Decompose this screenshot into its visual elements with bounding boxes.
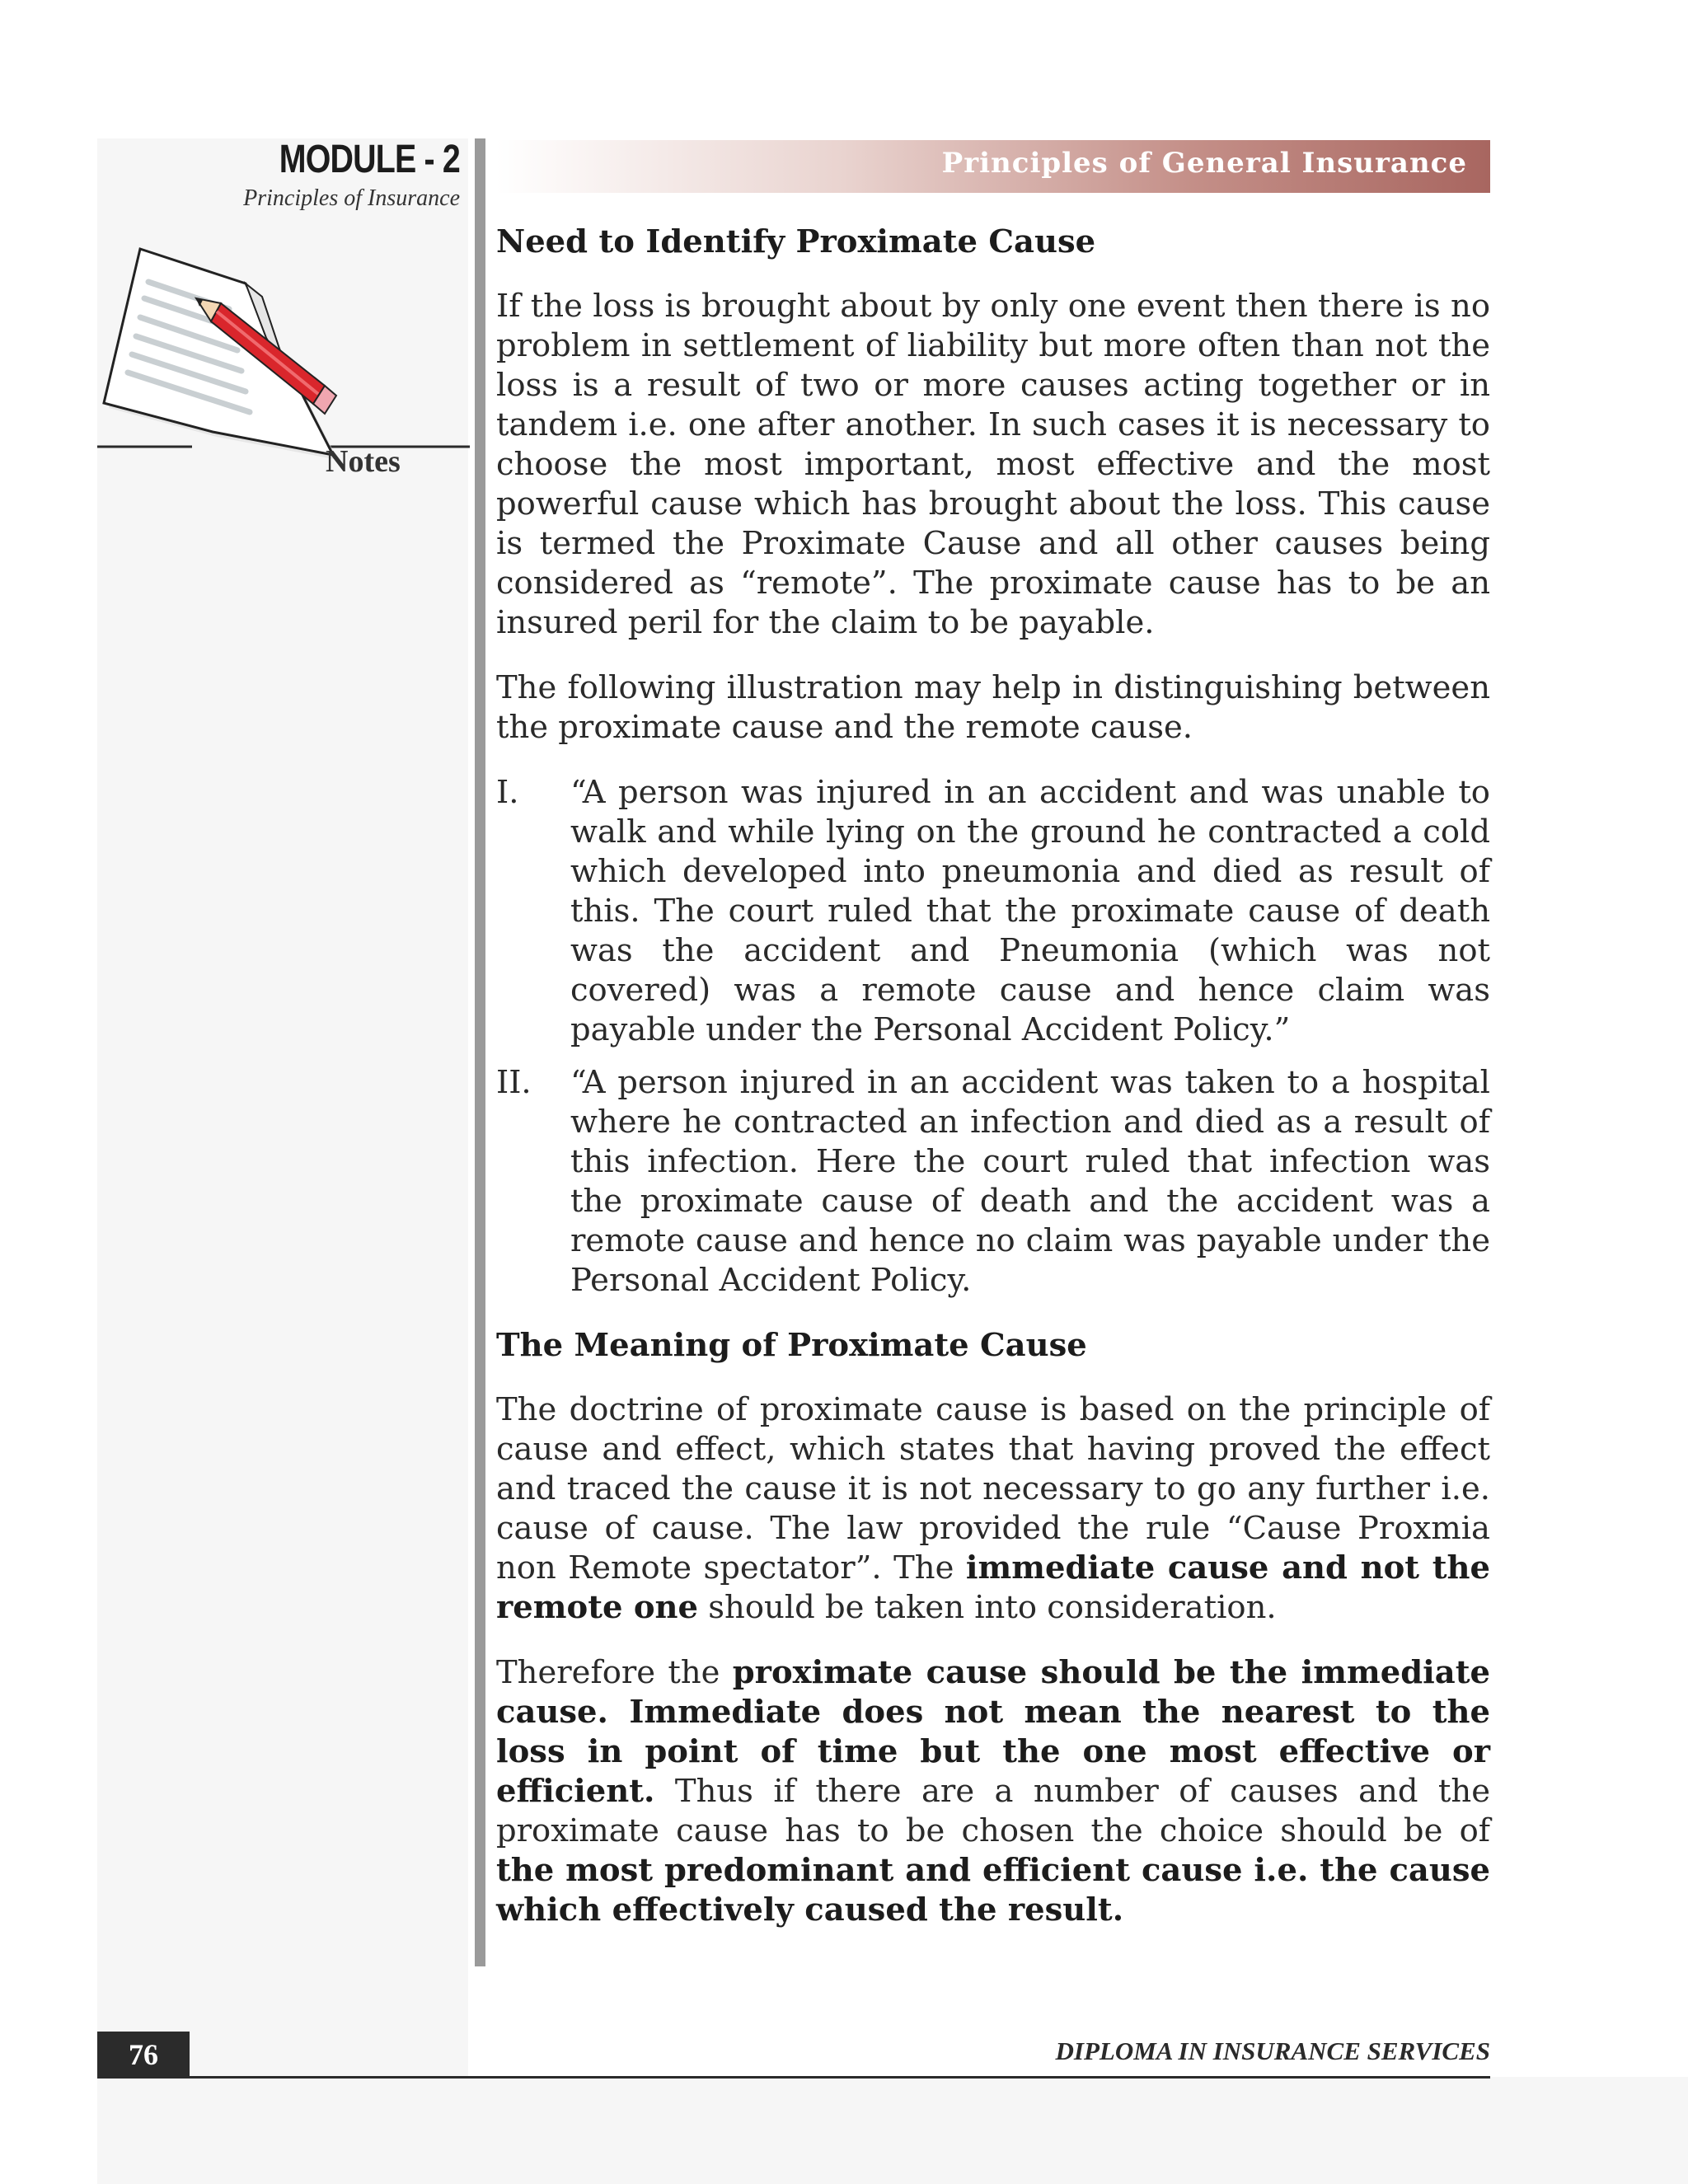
- paragraph: If the loss is brought about by only one event then there is no problem in settlement of liability but more often than not the loss is a result of two or more causes acting together or in tandem i.e. one after another. In such cases it is necessary to choose the most important, most effective and the most powerful cause which has brought about the loss. This cause is termed the Proximate Cause and all other causes being considered as “remote”. The proximate cause has to be an insured peril for the claim to be payable.: [496, 288, 1490, 641]
- section-heading-need: Need to Identify Proximate Cause: [496, 223, 1096, 260]
- list-item: [496, 1063, 1490, 1301]
- list-item-text: “A person was injured in an accident and was unable to walk and while lying on the ground he contracted a cold which developed into pneumonia and died as result of this. The court ruled that the proximate cause of death was the accident and Pneumonia (which was not covered) was a remote cause and hence claim was payable under the Personal Accident Policy.”: [570, 774, 1490, 1048]
- section-heading-meaning: The Meaning of Proximate Cause: [496, 1327, 1087, 1364]
- bold-text-run: proximate cause should be the immediate cause. Immediate does not mean the nearest to the loss in point of time but the one most effective or efficient.: [496, 1654, 1490, 1810]
- text-run: The doctrine of proximate cause is based on the principle of cause and effect, which states that having proved the effect and traced the cause it is not necessary to go any further i.e. cause of cause. The law provided the rule “Cause Proxmia non Remote spectator”. The: [496, 1391, 1490, 1586]
- bold-text-run: immediate cause and not the remote one: [496, 1549, 1490, 1626]
- vertical-rule: [475, 138, 485, 1966]
- list-number: I.: [496, 774, 519, 811]
- footer-course-title: DIPLOMA IN INSURANCE SERVICES: [1055, 2036, 1490, 2065]
- footer-rule: [97, 2076, 1490, 2079]
- running-header-title: Principles of General Insurance: [941, 147, 1467, 180]
- bottom-panel: [97, 2077, 1688, 2184]
- header-band: [496, 140, 1490, 193]
- module-label: MODULE - 2: [279, 138, 460, 181]
- text-run: should be taken into consideration.: [698, 1589, 1277, 1626]
- list-number: II.: [496, 1064, 532, 1101]
- list-item: [496, 773, 1490, 1050]
- bold-text-run: the most predominant and efficient cause i.e. the cause which effectively caused the result.: [496, 1852, 1490, 1929]
- main-content: [496, 216, 1490, 1956]
- paragraph: [496, 1390, 1490, 1628]
- module-subtitle: Principles of Insurance: [243, 185, 460, 211]
- text-run: Therefore the: [496, 1654, 733, 1691]
- list-item-text: “A person injured in an accident was taken to a hospital where he contracted an infection and died as a result of this infection. Here the court ruled that infection was the proximate cause of death and the accident was a remote cause and hence no claim was payable under the Personal Accident Policy.: [570, 1064, 1490, 1299]
- paragraph: The following illustration may help in distinguishing between the proximate cause and the remote cause.: [496, 669, 1490, 746]
- paragraph: [496, 1653, 1490, 1930]
- illustration-list: [496, 773, 1490, 1301]
- page-number: 76: [97, 2032, 190, 2078]
- text-run: Thus if there are a number of causes and the proximate cause has to be chosen the choice should be of: [496, 1773, 1490, 1849]
- notes-label: Notes: [326, 444, 401, 479]
